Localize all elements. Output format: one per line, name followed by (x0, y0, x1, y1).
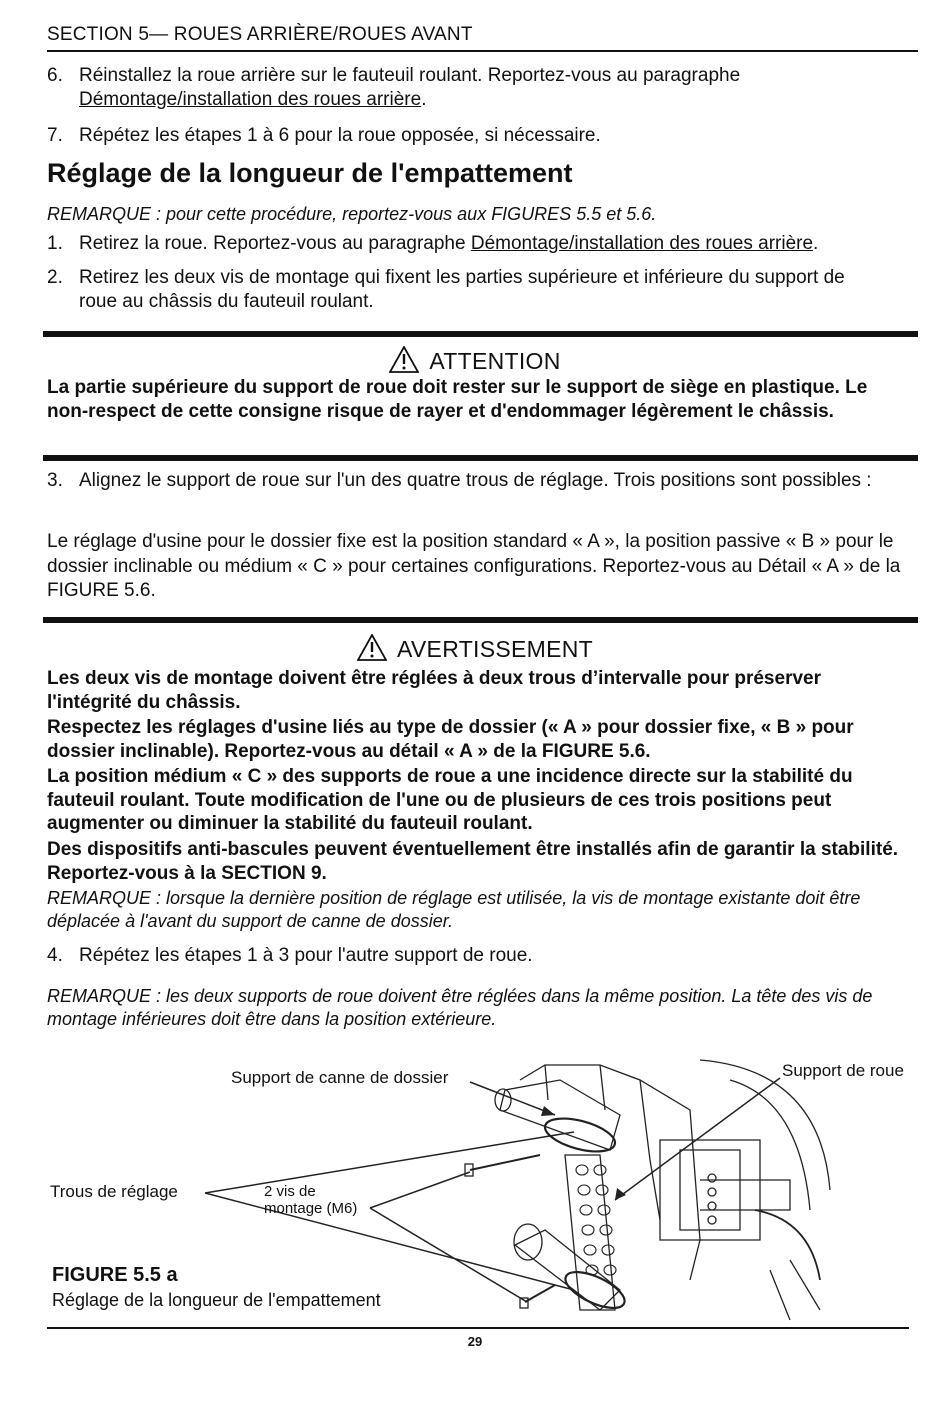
warning-title-text: AVERTISSEMENT (396, 636, 594, 662)
label-mounting-screws-line-2: montage (M6) (264, 1200, 358, 1217)
final-remark: REMARQUE : les deux supports de roue doivent être réglées dans la même position. La tête des vis de montage inférieures doit être dans la position extérieure. (47, 986, 873, 1029)
step-text: Alignez le support de roue sur l'un des quatre trous de réglage. Trois positions sont possibles : (79, 470, 872, 491)
warning-top-bar (43, 617, 918, 623)
warning-line-2: Respectez les réglages d'usine liés au type de dossier (« A » pour dossier fixe, « B » pour dossier inclinable). Reportez-vous au détail « A » de la FIGURE 5.6. (47, 717, 854, 762)
label-wheel-support: Support de roue (782, 1061, 904, 1080)
attention-top-bar (43, 331, 918, 337)
step-4 (47, 944, 907, 968)
step-tail: . (421, 89, 427, 110)
label-back-cane-support: Support de canne de dossier (231, 1068, 449, 1087)
step-text: Répétez les étapes 1 à 6 pour la roue opposée, si nécessaire. (79, 125, 601, 146)
attention-text: La partie supérieure du support de roue doit rester sur le support de siège en plastique. Le non-respect de cette consigne risque de rayer et d'endommager légèrement le châssis. (47, 377, 868, 422)
warning-title (0, 634, 950, 663)
step-tail: . (813, 233, 819, 254)
step-link[interactable]: Démontage/installation des roues arrière (470, 233, 814, 254)
step-2 (47, 266, 877, 314)
warning-remark: REMARQUE : lorsque la dernière position de réglage est utilisée, la vis de montage existante doit être déplacée à l'avant du support de canne de dossier. (47, 888, 861, 931)
warning-line-4: Des dispositifs anti-bascules peuvent éventuellement être installés afin de garantir la stabilité. Reportez-vous à la SECTION 9. (47, 839, 899, 884)
section-heading: Réglage de la longueur de l'empattement (47, 158, 573, 188)
warning-line-3: La position médium « C » des supports de roue a une incidence directe sur la stabilité du fauteuil roulant. Toute modification de l'une ou de plusieurs de ces trois positions peut augmenter ou diminuer la stabilité du fauteuil roulant. (47, 766, 853, 834)
footer-rule (47, 1327, 909, 1329)
warning-triangle-icon (389, 346, 419, 373)
step-text: Retirez la roue. Reportez-vous au paragraphe (79, 233, 471, 254)
remark-figures: REMARQUE : pour cette procédure, reportez-vous aux FIGURES 5.5 et 5.6. (47, 204, 657, 224)
attention-bottom-bar (43, 455, 918, 461)
step-number: 7. (47, 125, 63, 146)
step-6 (47, 64, 907, 112)
label-adjustment-holes: Trous de réglage (50, 1182, 178, 1201)
page-number: 29 (467, 1334, 483, 1349)
step-text: Répétez les étapes 1 à 3 pour l'autre support de roue. (79, 945, 533, 966)
step-link[interactable]: Démontage/installation des roues arrière (79, 89, 422, 110)
figure-caption: Réglage de la longueur de l'empattement (52, 1290, 381, 1310)
step-7 (47, 124, 907, 148)
attention-title-text: ATTENTION (429, 348, 561, 374)
step-number: 2. (47, 267, 63, 288)
step-text: Réinstallez la roue arrière sur le fauteuil roulant. Reportez-vous au paragraphe (79, 65, 741, 86)
step-number: 4. (47, 945, 63, 966)
label-mounting-screws-line-1: 2 vis de (264, 1183, 316, 1200)
step-3 (47, 469, 897, 493)
step-number: 6. (47, 65, 63, 86)
label-mounting-screws (264, 1183, 357, 1217)
step-number: 3. (47, 470, 63, 491)
warning-triangle-icon (357, 634, 387, 661)
figure-title: FIGURE 5.5 a (52, 1264, 178, 1286)
section-header: SECTION 5— ROUES ARRIÈRE/ROUES AVANT (47, 24, 918, 52)
step-1 (47, 232, 917, 256)
attention-title (0, 346, 950, 375)
step-text: Retirez les deux vis de montage qui fixent les parties supérieure et inférieure du support de roue au châssis du fauteuil roulant. (79, 267, 845, 312)
warning-line-1: Les deux vis de montage doivent être réglées à deux trous d’intervalle pour préserver l'intégrité du châssis. (47, 668, 821, 713)
factory-setting-paragraph: Le réglage d'usine pour le dossier fixe est la position standard « A », la position passive « B » pour le dossier inclinable ou médium « C » pour certaines configurations. Reportez-vous au Détail « A » de la FIGURE 5.6. (47, 531, 901, 601)
step-number: 1. (47, 233, 63, 254)
